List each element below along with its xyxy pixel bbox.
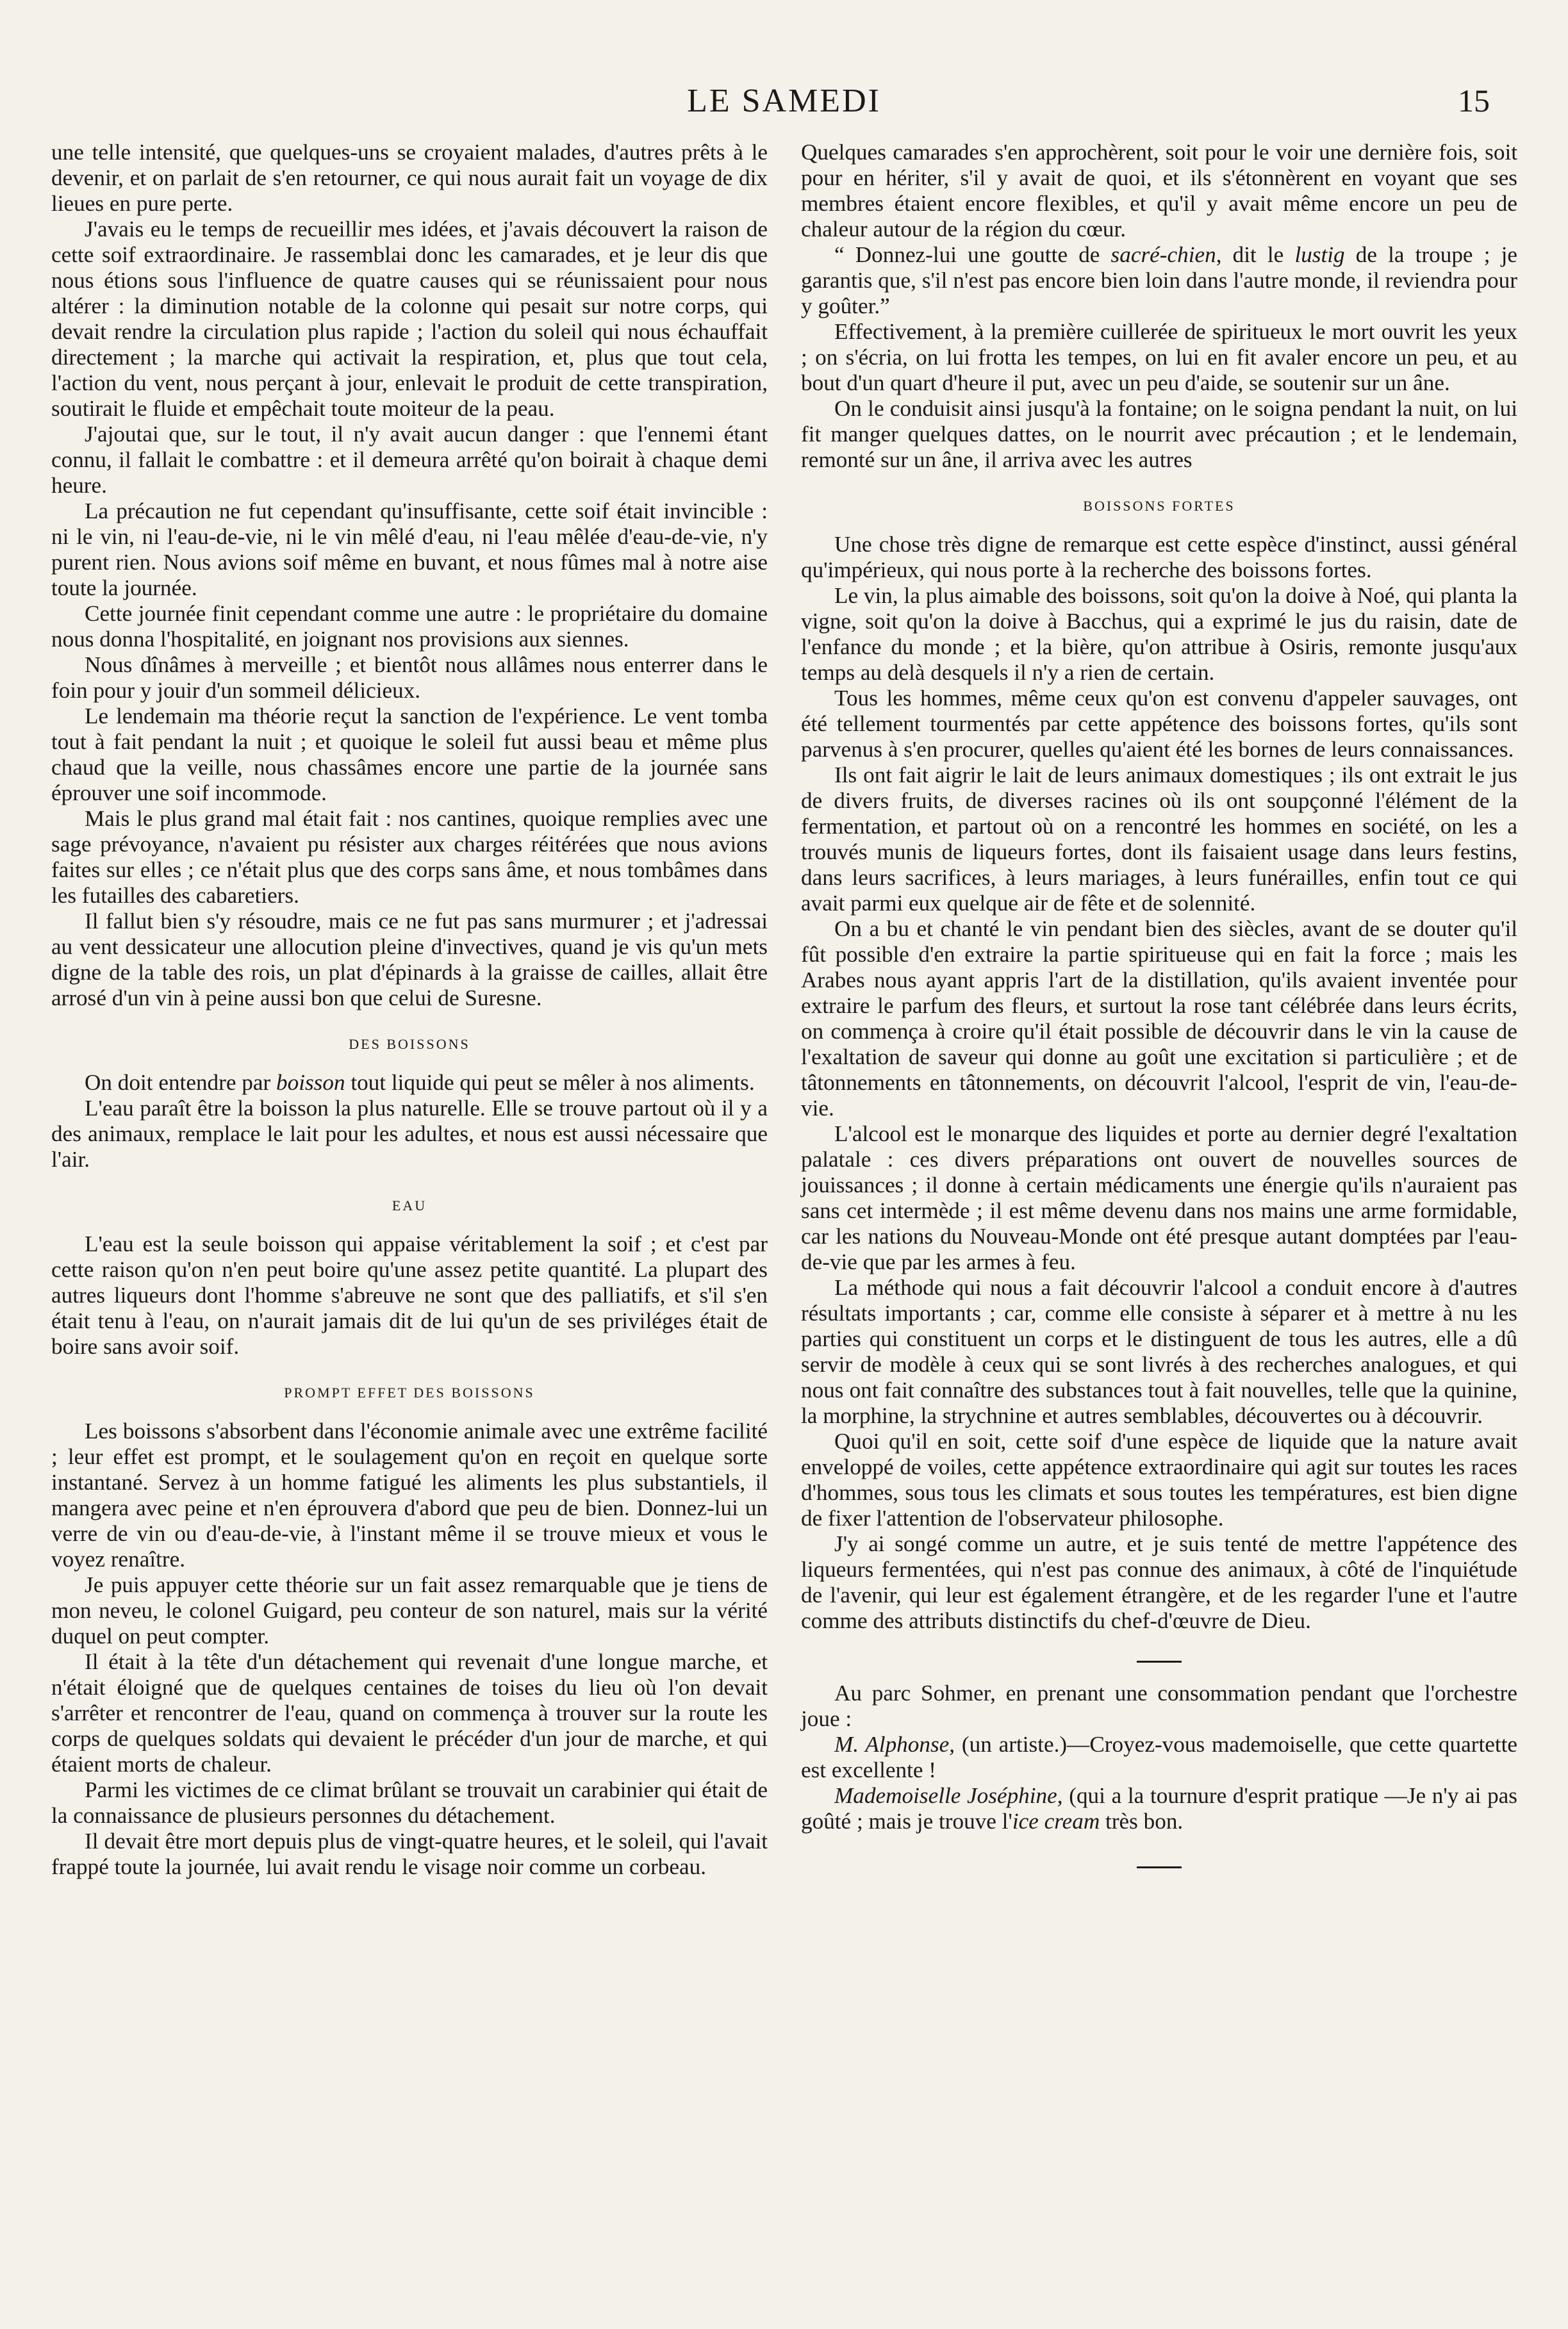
paragraph: une telle intensité, que quelques-uns se croyaient malades, d'autres prêts à le devenir, et on parlait de s'en retourner, ce qui nous aurait fait un voyage de dix lieues en pure perte. [51,140,768,216]
paragraph: J'ajoutai que, sur le tout, il n'y avait aucun danger : que l'ennemi étant connu, il fallait le combattre : et il demeura arrêté qu'on boirait à chaque demi heure. [51,422,768,498]
right-column [801,140,1517,1886]
paragraph: On le conduisit ainsi jusqu'à la fontaine; on le soigna pendant la nuit, on lui fit manger quelques dattes, on le nourrit avec précaution ; et le lendemain, remonté sur un âne, il arriva avec les autres [801,396,1517,472]
italic-term: boisson [276,1070,345,1095]
italic-term: lustig [1294,242,1345,267]
paragraph: L'alcool est le monarque des liquides et porte au dernier degré l'exaltation palatale : ces divers préparations ont ouvert de nouvelles sources de jouissances ; il donne à certain médicaments une énergie qu'ils n'auraient pas sans cet intermède ; il est même devenu dans nos mains une arme formidable, car les nations du Nouveau-Monde ont été presque autant domptées par l'eau-de-vie que par les armes à feu. [801,1121,1517,1274]
paragraph [801,242,1517,319]
text-run: (un artiste.)—Croyez-vous mademoiselle, que cette quartette est excellente ! [801,1732,1518,1782]
paragraph: Cette journée finit cependant comme une autre : le propriétaire du domaine nous donna l'hospitalité, en joignant nos provisions aux siennes. [51,601,768,652]
paragraph: Quelques camarades s'en approchèrent, soit pour le voir une dernière fois, soit pour en hériter, s'il y avait de quoi, et ils s'étonnèrent en voyant que ses membres étaient encore flexibles, et qu'il y avait même encore un peu de chaleur autour de la région du cœur. [801,140,1517,242]
paragraph: Il était à la tête d'un détachement qui revenait d'une longue marche, et n'était éloigné que de quelques centaines de toises du lieu où l'on devait s'arrêter et rencontrer de l'eau, quand on commença à trouver sur la route les corps de quelques soldats qui devaient le précéder d'un jour de marche, et qui étaient morts de chaleur. [51,1649,768,1777]
end-rule [1137,1866,1182,1868]
anecdote-intro: Au parc Sohmer, en prenant une consommation pendant que l'orchestre joue : [801,1681,1517,1731]
paragraph: Les boissons s'absorbent dans l'économie animale avec une extrême facilité ; leur effet est prompt, et le soulagement qu'on en reçoit en quelque sorte instantané. Servez à un homme fatigué les aliments les plus substantiels, il mangera avec peine et n'en éprouvera d'abord que peu de bien. Donnez-lui un verre de vin ou d'eau-de-vie, à l'instant même il se trouve mieux et vous le voyez renaître. [51,1419,768,1572]
paragraph: Mais le plus grand mal était fait : nos cantines, quoique remplies avec une sage prévoyance, n'avaient pu résister aux charges réitérées que nous avions faites sur elles ; ce n'était plus que des corps sans âme, et nous tombâmes dans les futailles des cabaretiers. [51,806,768,908]
text-run: très bon. [1100,1809,1184,1834]
speaker-name: Mademoiselle Joséphine, [834,1783,1063,1808]
paragraph: Je puis appuyer cette théorie sur un fait assez remarquable que je tiens de mon neveu, le colonel Guigard, peu conteur de son naturel, mais sur la vérité duquel on peut compter. [51,1572,768,1649]
paragraph: Parmi les victimes de ce climat brûlant se trouvait un carabinier qui était de la connaissance de plusieurs personnes du détachement. [51,1777,768,1828]
paragraph [51,1070,768,1096]
italic-term: ice cream [1012,1809,1100,1834]
paragraph: On a bu et chanté le vin pendant bien des siècles, avant de se douter qu'il fût possible d'en extraire la partie spiritueuse qui en fait la force ; mais les Arabes nous ayant appris l'art de la distillation, qu'ils avaient inventée pour extraire le parfum des fleurs, et surtout la rose tant célébrée dans leurs écrits, on commença à croire qu'il était possible de découvrir dans le vin la cause de l'exaltation de saveur qui donne au goût une excitation si particulière ; et de tâtonnements en tâtonnements, on découvrit l'alcool, l'esprit de vin, l'eau-de-vie. [801,916,1517,1121]
paragraph: Il devait être mort depuis plus de vingt-quatre heures, et le soleil, qui l'avait frappé toute la journée, lui avait rendu le visage noir comme un corbeau. [51,1829,768,1879]
paragraph: L'eau paraît être la boisson la plus naturelle. Elle se trouve partout où il y a des animaux, remplace le lait pour les adultes, et nous est aussi nécessaire que l'air. [51,1096,768,1172]
section-heading-prompt-effet: PROMPT EFFET DES BOISSONS [284,1385,535,1401]
separator-rule [1137,1661,1182,1663]
italic-term: sacré-chien [1110,242,1216,267]
section-heading-eau: EAU [392,1197,427,1214]
paragraph: J'y ai songé comme un autre, et je suis tenté de mettre l'appétence des liqueurs fermentées, qui n'est pas connue des animaux, à côté de l'inquiétude de l'avenir, qui leur est également étrangère, et de les regarder l'une et l'autre comme des attributs distinctifs du chef-d'œuvre de Dieu. [801,1531,1517,1633]
left-column [51,140,768,1880]
anecdote-line [801,1783,1517,1834]
paragraph: Le vin, la plus aimable des boissons, soit qu'on la doive à Noé, qui planta la vigne, soit qu'on la doive à Bacchus, qui a exprimé le jus du raisin, date de l'enfance du monde ; et la bière, qu'on attribue à Osiris, remonte jusqu'aux temps au delà desquels il n'y a rien de certain. [801,583,1517,685]
paragraph: Quoi qu'il en soit, cette soif d'une espèce de liquide que la nature avait enveloppé de voiles, cette appétence extraordinaire qui agit sur toutes les races d'hommes, sous tous les climats et sous toutes les températures, est bien digne de fixer l'attention de l'observateur philosophe. [801,1429,1517,1531]
paragraph: Ils ont fait aigrir le lait de leurs animaux domestiques ; ils ont extrait le jus de divers fruits, de diverses racines où ils ont soupçonné l'élément de la fermentation, et partout où on a rencontré les hommes en société, on les a trouvés munis de liqueurs fortes, dont ils faisaient usage dans leurs festins, dans leurs sacrifices, à leurs mariages, à leurs funérailles, enfin tout ce qui avait parmi eux quelque air de fête et de solennité. [801,762,1517,916]
text-run: “ Donnez-lui une goutte de [834,242,1111,267]
page-number: 15 [1458,83,1490,119]
paragraph: Il fallut bien s'y résoudre, mais ce ne fut pas sans murmurer ; et j'adressai au vent dessicateur une allocution pleine d'invectives, quand je vis qu'un mets digne de la table des rois, un plat d'épinards à la graisse de cailles, allait être arrosé d'un vin à peine aussi bon que celui de Suresne. [51,909,768,1010]
paragraph: Nous dînâmes à merveille ; et bientôt nous allâmes nous enterrer dans le foin pour y jouir d'un sommeil délicieux. [51,652,768,703]
paragraph: La méthode qui nous a fait découvrir l'alcool a conduit encore à d'autres résultats importants ; car, comme elle consiste à séparer et à mettre à nu les parties qui constituent un corps et le distinguent de tous les autres, elle a dû servir de modèle à ceux qui se sont livrés à des recherches analogues, et qui nous ont fait connaître des substances tout à fait nouvelles, telle que la quinine, la morphine, la strychnine et autres semblables, découvertes ou à découvrir. [801,1275,1517,1428]
paragraph: La précaution ne fut cependant qu'insuffisante, cette soif était invincible : ni le vin, ni l'eau-de-vie, ni le vin mêlé d'eau, ni l'eau mêlée d'eau-de-vie, n'y purent rien. Nous avions soif même en buvant, et nous fûmes mal à notre aise toute la journée. [51,498,768,600]
text-run: de la troupe ; je garantis que, s'il n'est pas encore bien loin dans l'autre monde, il reviendra pour y goûter.” [801,242,1517,318]
section-heading-boissons: DES BOISSONS [349,1036,470,1052]
paragraph: L'eau est la seule boisson qui appaise véritablement la soif ; et c'est par cette raison qu'on n'en peut boire qu'une assez petite quantité. La plupart des autres liqueurs dont l'homme s'abreuve ne sont que des palliatifs, et s'il s'en était tenu à l'eau, on n'aurait jamais dit de lui qu'un de ses priviléges était de boire sans avoir soif. [51,1231,768,1359]
page-header [38,82,1530,127]
paragraph: Le lendemain ma théorie reçut la sanction de l'expérience. Le vent tomba tout à fait pendant la nuit ; et quoique le soleil fut aussi beau et même plus chaud que la veille, nous chassâmes encore une partie de la journée sans éprouver une soif incommode. [51,704,768,805]
text-run: (qui a la tournure d'esprit pratique —Je n'y ai pas goûté ; mais je trouve l' [801,1783,1517,1834]
paragraph: Tous les hommes, même ceux qu'on est convenu d'appeler sauvages, ont été tellement tourmentés par cette appétence des boissons fortes, qu'ils sont parvenus à s'en procurer, quelles qu'aient été les bornes de leurs connaissances. [801,686,1517,762]
paragraph: Une chose très digne de remarque est cette espèce d'instinct, aussi général qu'impérieux, qui nous porte à la recherche des boissons fortes. [801,532,1517,582]
text-run: On doit entendre par [85,1070,276,1095]
anecdote-line [801,1732,1517,1783]
paragraph: J'avais eu le temps de recueillir mes idées, et j'avais découvert la raison de cette soif extraordinaire. Je rassemblai donc les camarades, et je leur dis que nous étions sous l'influence de quatre causes qui se réunissaient pour nous altérer : la diminution notable de la colonne qui pesait sur notre corps, qui devait rendre la circulation plus rapide ; l'action du soleil qui nous échauffait directement ; la marche qui activait la respiration, et, plus que tout cela, l'action du vent, nous perçant à jour, enlevait le produit de cette transpiration, soutirait le fluide et empêchait toute moiteur de la peau. [51,217,768,421]
section-heading-boissons-fortes: BOISSONS FORTES [1083,498,1235,514]
text-run: tout liquide qui peut se mêler à nos aliments. [345,1070,755,1095]
journal-title: LE SAMEDI [687,83,881,119]
speaker-name: M. Alphonse, [834,1732,955,1757]
text-run: , dit le [1216,242,1295,267]
paragraph: Effectivement, à la première cuillerée de spiritueux le mort ouvrit les yeux ; on s'écria, on lui frotta les tempes, on lui en fit avaler encore un peu, et au bout d'un quart d'heure il put, avec un peu d'aide, se soutenir sur un âne. [801,319,1517,395]
